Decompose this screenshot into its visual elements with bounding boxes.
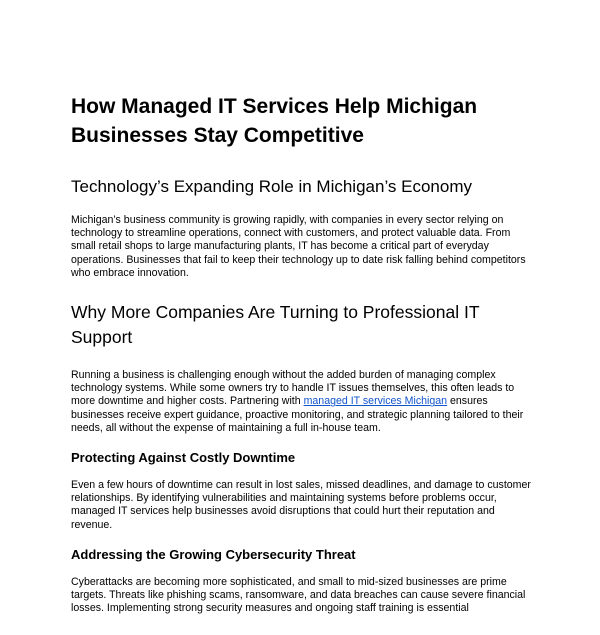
document-page [71,92,531,635]
section-paragraph-professional-it [71,369,531,435]
subsection-heading-cybersecurity: Addressing the Growing Cybersecurity Threat [71,546,356,562]
paragraph-text-before-link: Running a business is challenging enough without the added burden of managing complex technology systems. While some owners try to handle IT issues themselves, this often leads to more downtime and higher costs. Partnering with [71,369,515,408]
subsection-heading-downtime: Protecting Against Costly Downtime [71,450,296,466]
subsection-paragraph-downtime: Even a few hours of downtime can result in lost sales, missed deadlines, and damage to customer relationships. By identifying vulnerabilities and maintaining systems before problems occur, managed IT services help businesses avoid disruptions that could hurt their reputation and revenue. [71,479,531,531]
document-title: How Managed IT Services Help Michigan Businesses Stay Competitive [71,95,478,147]
section-heading-technology-role: Technology’s Expanding Role in Michigan’s Economy [71,177,472,196]
section-heading-professional-it: Why More Companies Are Turning to Professional IT Support [71,302,480,348]
managed-it-services-link[interactable]: managed IT services Michigan [303,395,448,408]
subsection-paragraph-cybersecurity: Cyberattacks are becoming more sophisticated, and small to mid-sized businesses are prime targets. Threats like phishing scams, ransomware, and data breaches can cause severe financial losses. Implementing strong security measures and ongoing staff training is essential [71,575,526,615]
section-paragraph-technology-role: Michigan’s business community is growing rapidly, with companies in every sector relying on technology to streamline operations, connect with customers, and protect valuable data. From small retail shops to large manufacturing plants, IT has become a critical part of everyday operations. Businesses that fail to keep their technology up to date risk falling behind competitors who embrace innovation. [71,214,526,279]
paragraph-text-after-link: ensures businesses receive expert guidance, proactive monitoring, and strategic planning tailored to their needs, all without the expense of maintaining a full in-house team. [71,395,524,434]
